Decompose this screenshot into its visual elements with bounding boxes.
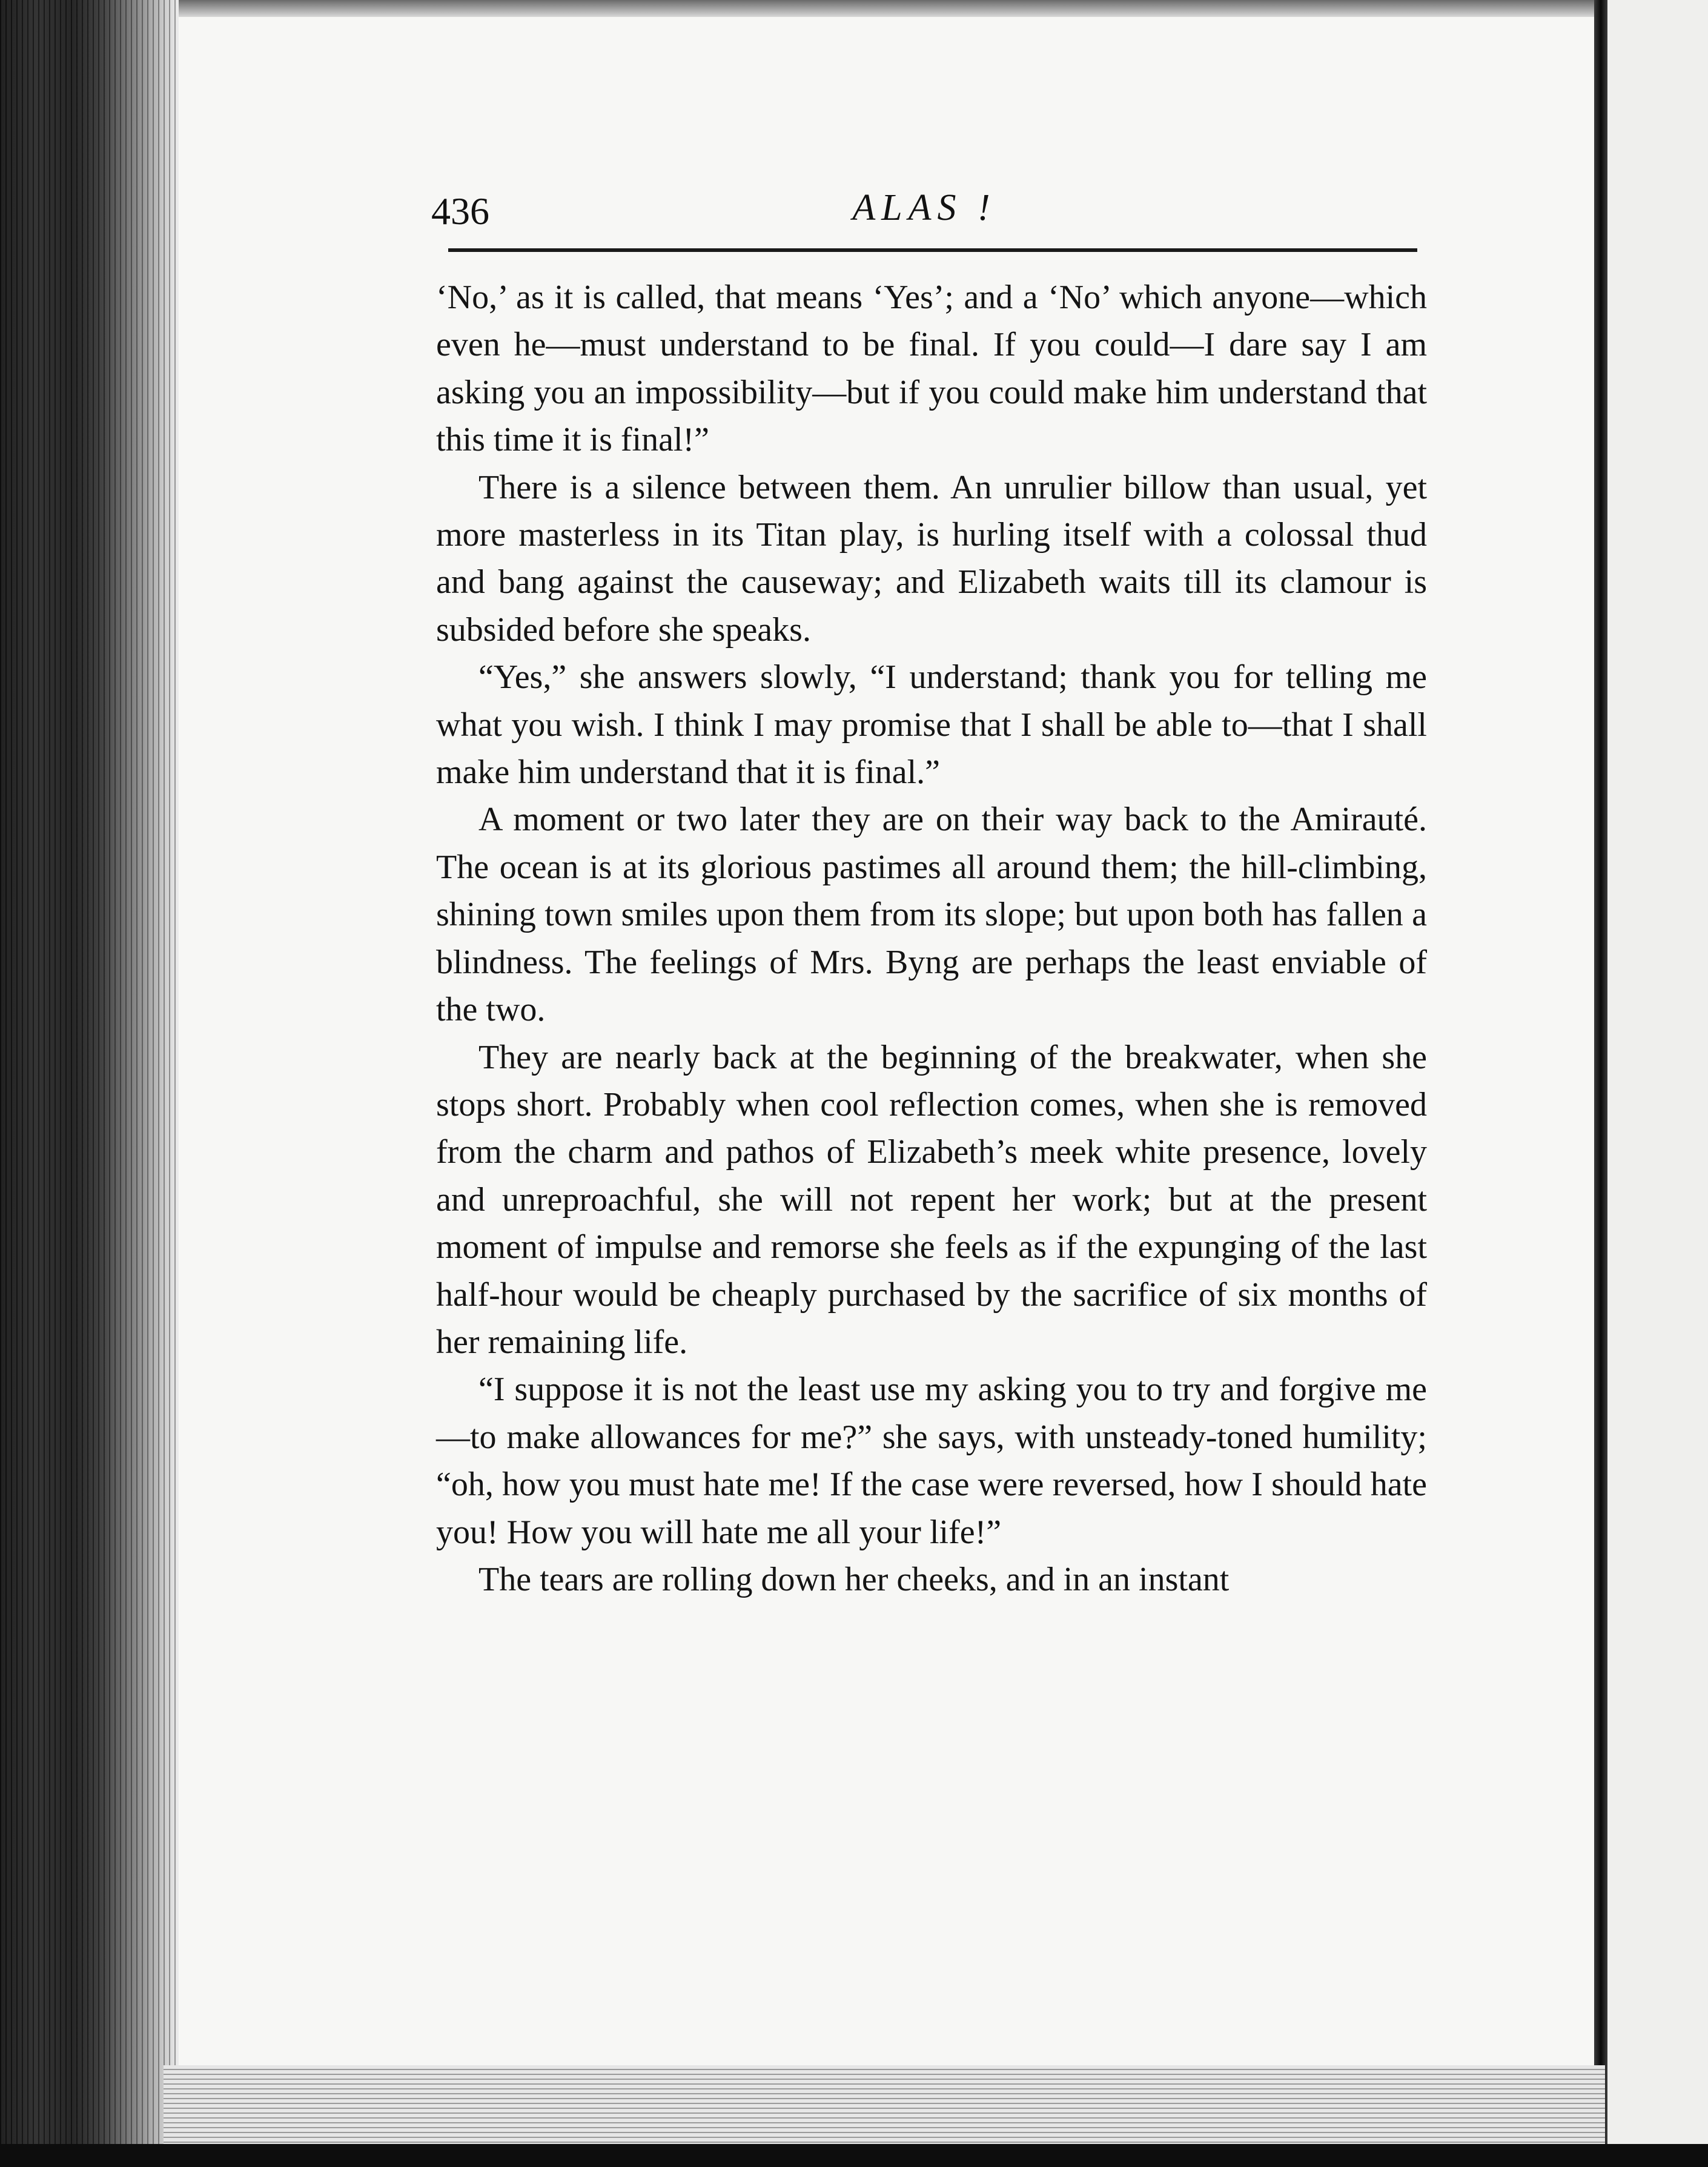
paragraph-6: “I suppose it is not the least use my asking you to try and forgive me—to make allowances for me?” she says, with unsteady-toned humility; “oh, how you must hate me! If the case were reversed, how I should hate you! How you will hate me all your life!” (436, 1371, 1427, 1551)
bottom-scan-border (0, 2144, 1708, 2167)
paragraph-2: There is a silence between them. An unrulier billow than usual, yet more masterless in its Titan play, is hurling itself with a colossal thud and bang against the causeway; and Elizabeth waits till its clamour is subsided before she speaks. (436, 468, 1427, 649)
body-text (436, 274, 1427, 1603)
paragraph-1: ‘No,’ as it is called, that means ‘Yes’; and a ‘No’ which anyone—which even he—must understand to be final. If you could—I dare say I am asking you an impossibility—but if you could make him understand that this time it is final!” (436, 279, 1427, 459)
header-rule (448, 248, 1417, 252)
right-gutter (1594, 0, 1607, 2167)
page-edge-lines (0, 0, 179, 2167)
top-page-edge (170, 0, 1594, 17)
page-number: 436 (431, 190, 489, 233)
paragraph-3: “Yes,” she answers slowly, “I understand; thank you for telling me what you wish. I think I may promise that I shall be able to—that I shall make him understand that it is final.” (436, 658, 1427, 792)
paragraph-5: They are nearly back at the beginning of the breakwater, when she stops short. Probably when cool reflection comes, when she is removed from the charm and pathos of Elizabeth’s meek white presence, lovely and unreproachful, she will not repent her work; but at the present moment of impulse and remorse she feels as if the expunging of the last half-hour would be cheaply purchased by the sacrifice of six months of her remaining life. (436, 1038, 1427, 1361)
running-title: ALAS ! (852, 187, 996, 228)
running-head (431, 182, 1417, 248)
next-page-edge (1607, 0, 1708, 2167)
paragraph-4: A moment or two later they are on their way back to the Amirauté. The ocean is at its glorious pastimes all around them; the hill-climbing, shining town smiles upon them from its slope; but upon both has fallen a blindness. The feelings of Mrs. Byng are perhaps the least enviable of the two. (436, 801, 1427, 1029)
paragraph-7: The tears are rolling down her cheeks, and in an instant (478, 1560, 1230, 1598)
